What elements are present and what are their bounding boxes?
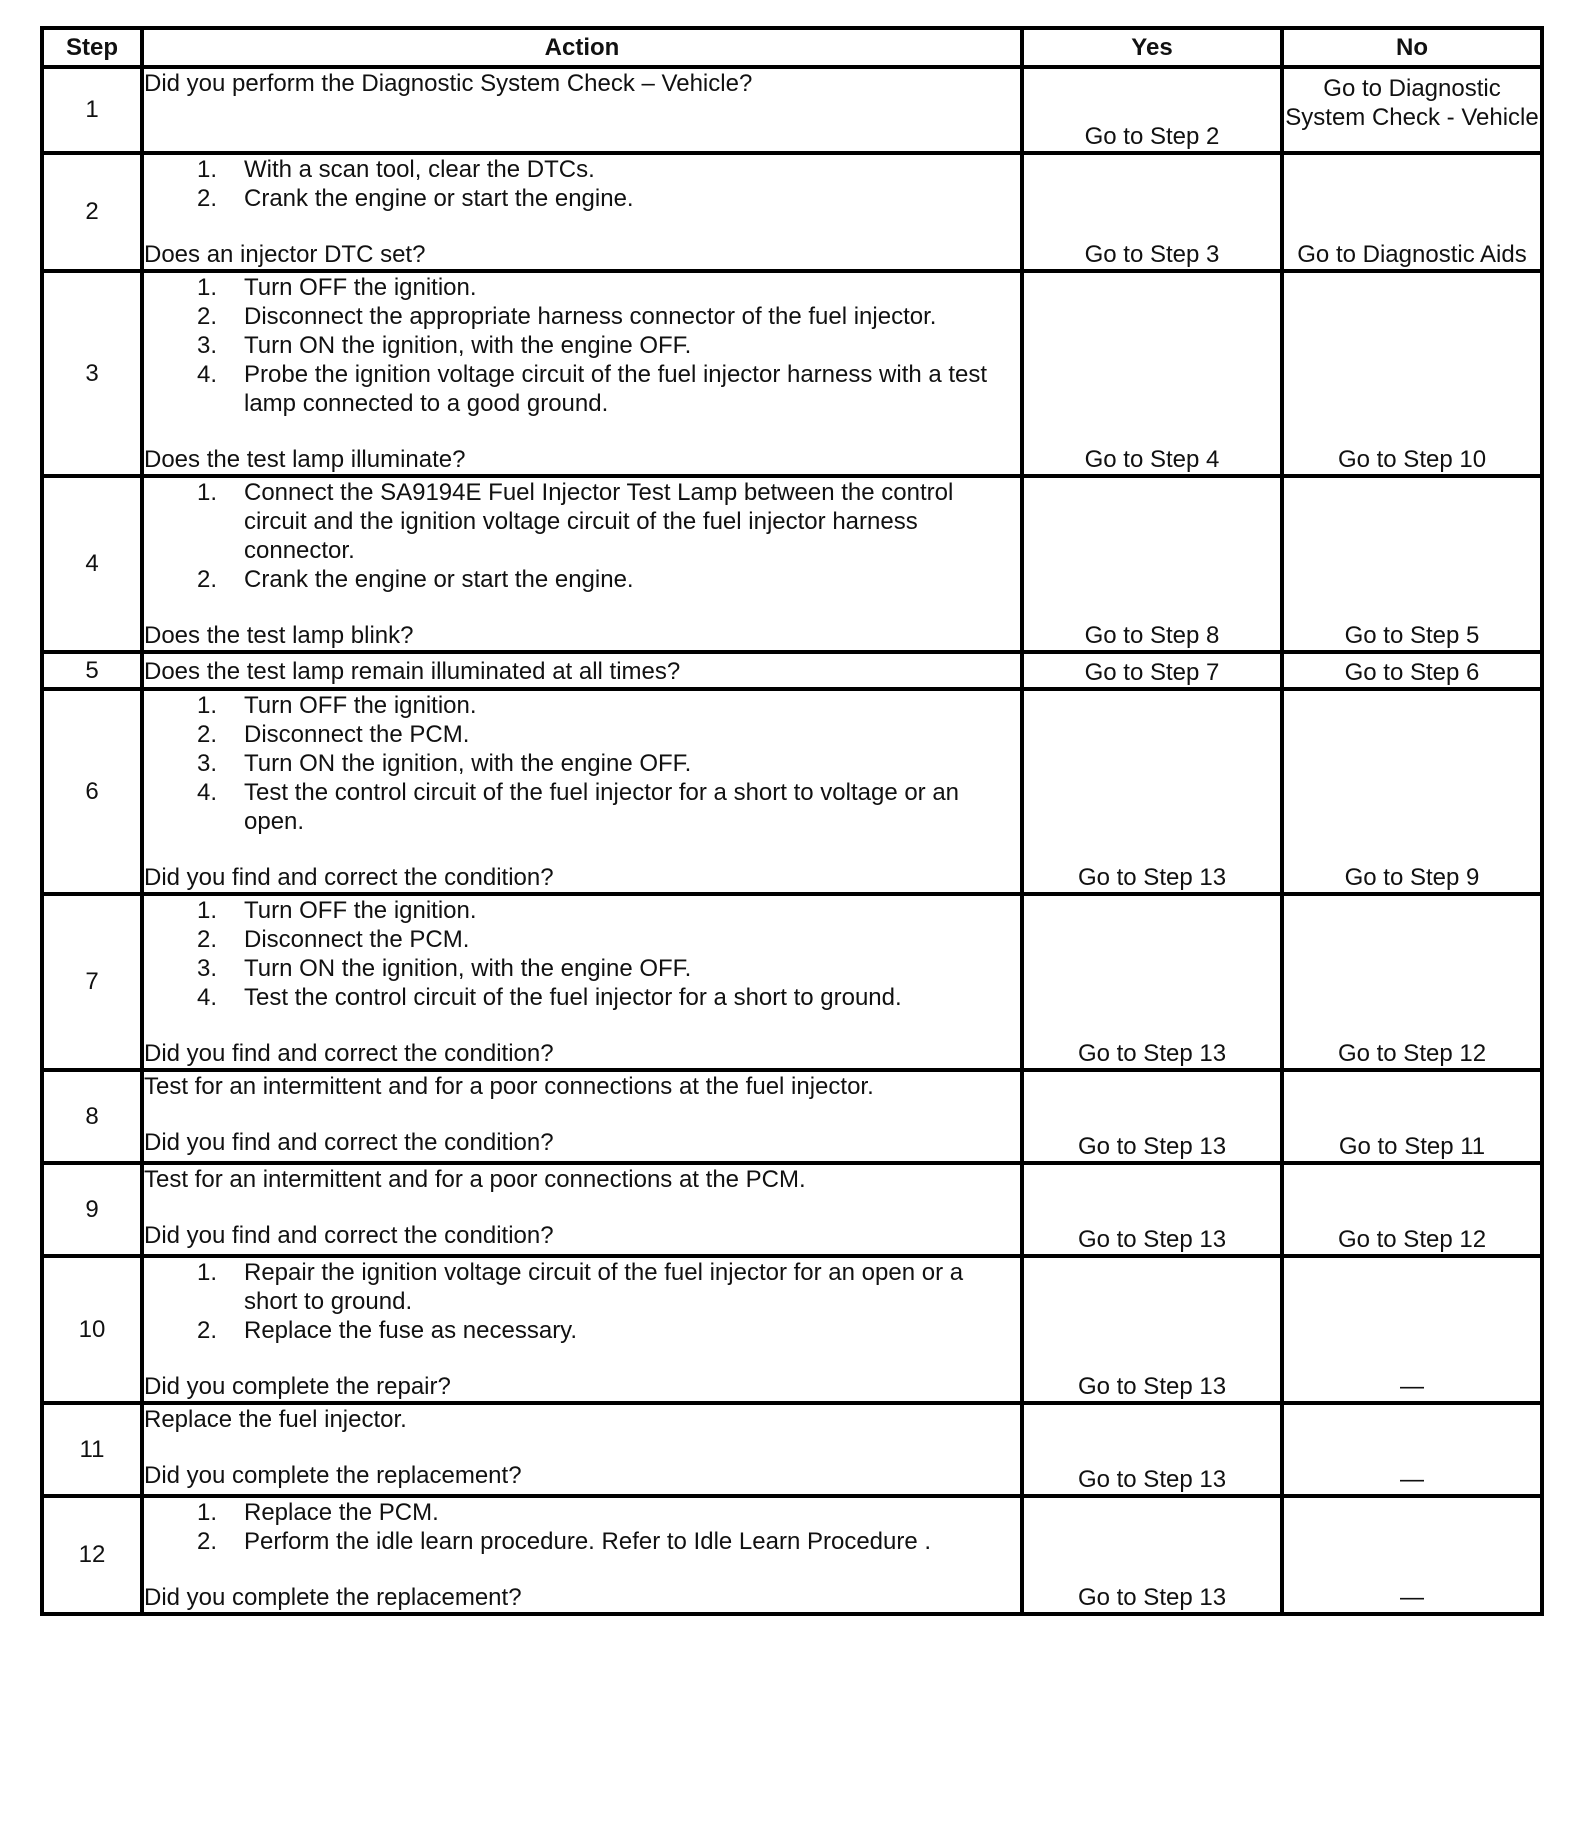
table-header-row (42, 28, 1542, 67)
action-step-item: 1. With a scan tool, clear the DTCs. (196, 156, 595, 183)
action-step-item: 1. Turn OFF the ignition. (196, 274, 477, 301)
action-question: Does the test lamp blink? (144, 622, 414, 649)
step-number: 8 (42, 1070, 142, 1163)
action-step-item: 1. Replace the PCM. (196, 1499, 439, 1526)
yes-cell: Go to Step 13 (1022, 1403, 1282, 1496)
action-step-item: 4. Probe the ignition voltage circuit of the fuel injector harness with a test lamp connected to a good ground. (196, 361, 988, 417)
no-cell: Go to Step 10 (1282, 271, 1542, 476)
table-row (42, 271, 1542, 476)
diagnostic-table (40, 26, 1544, 1616)
action-cell (142, 153, 1022, 271)
step-number: 10 (42, 1256, 142, 1403)
action-step-item: 1. Repair the ignition voltage circuit of the fuel injector for an open or a short to ground. (196, 1259, 964, 1315)
table-row (42, 153, 1542, 271)
yes-cell: Go to Step 13 (1022, 689, 1282, 894)
action-cell (142, 1403, 1022, 1496)
action-steps (144, 896, 1020, 1012)
action-question: Does the test lamp illuminate? (144, 446, 466, 473)
no-cell: — (1282, 1403, 1542, 1496)
action-step-item: 2. Perform the idle learn procedure. Refer to Idle Learn Procedure . (196, 1528, 932, 1555)
header-yes: Yes (1022, 28, 1282, 67)
yes-cell: Go to Step 3 (1022, 153, 1282, 271)
action-question: Did you find and correct the condition? (144, 1129, 554, 1156)
action-step-item: 2. Disconnect the PCM. (196, 926, 470, 953)
no-cell: Go to Step 12 (1282, 1163, 1542, 1256)
action-question: Did you complete the replacement? (144, 1462, 522, 1489)
table-row (42, 1403, 1542, 1496)
yes-cell: Go to Step 13 (1022, 1070, 1282, 1163)
action-step-item: 1. Turn OFF the ignition. (196, 897, 477, 924)
action-cell (142, 271, 1022, 476)
action-step-item: 1. Connect the SA9194E Fuel Injector Test Lamp between the control circuit and the ignition voltage circuit of the fuel injector harness connector. (196, 479, 954, 564)
action-step-item: 2. Disconnect the appropriate harness connector of the fuel injector. (196, 303, 937, 330)
action-steps (144, 478, 1020, 594)
table-row (42, 894, 1542, 1070)
action-question: Did you find and correct the condition? (144, 1040, 554, 1067)
step-number: 7 (42, 894, 142, 1070)
yes-cell: Go to Step 7 (1022, 652, 1282, 689)
action-step-item: 2. Disconnect the PCM. (196, 721, 470, 748)
action-cell (142, 1070, 1022, 1163)
action-steps (144, 691, 1020, 836)
action-question: Does an injector DTC set? (144, 241, 426, 268)
table-row (42, 1496, 1542, 1614)
no-cell: — (1282, 1256, 1542, 1403)
action-step-item: 3. Turn ON the ignition, with the engine OFF. (196, 955, 692, 982)
table-row (42, 1163, 1542, 1256)
step-number: 12 (42, 1496, 142, 1614)
no-cell: Go to Step 12 (1282, 894, 1542, 1070)
action-cell (142, 652, 1022, 689)
yes-cell: Go to Step 13 (1022, 1163, 1282, 1256)
table-row (42, 689, 1542, 894)
yes-cell: Go to Step 2 (1022, 67, 1282, 153)
action-cell (142, 1496, 1022, 1614)
action-steps (144, 1498, 1020, 1556)
no-cell: — (1282, 1496, 1542, 1614)
step-number: 5 (42, 652, 142, 689)
step-number: 9 (42, 1163, 142, 1256)
step-number: 3 (42, 271, 142, 476)
action-step-item: 2. Replace the fuse as necessary. (196, 1317, 578, 1344)
action-step-item: 4. Test the control circuit of the fuel injector for a short to voltage or an open. (196, 779, 960, 835)
action-cell (142, 1256, 1022, 1403)
table-row (42, 1070, 1542, 1163)
no-cell: Go to Diagnostic System Check - Vehicle (1282, 67, 1542, 153)
action-steps (144, 1258, 1020, 1345)
step-number: 1 (42, 67, 142, 153)
yes-cell: Go to Step 13 (1022, 1256, 1282, 1403)
action-question: Did you complete the repair? (144, 1373, 451, 1400)
table-row (42, 652, 1542, 689)
action-step-item: 3. Turn ON the ignition, with the engine OFF. (196, 750, 692, 777)
no-cell: Go to Diagnostic Aids (1282, 153, 1542, 271)
action-cell (142, 67, 1022, 153)
action-step-item: 2. Crank the engine or start the engine. (196, 185, 634, 212)
action-intro: Does the test lamp remain illuminated at all times? (144, 658, 681, 685)
action-intro: Replace the fuel injector. (144, 1406, 407, 1433)
yes-cell: Go to Step 13 (1022, 1496, 1282, 1614)
action-intro: Did you perform the Diagnostic System Check – Vehicle? (144, 70, 753, 97)
action-cell (142, 894, 1022, 1070)
header-no: No (1282, 28, 1542, 67)
action-cell (142, 689, 1022, 894)
no-cell: Go to Step 9 (1282, 689, 1542, 894)
action-question: Did you find and correct the condition? (144, 864, 554, 891)
table-row (42, 67, 1542, 153)
action-steps (144, 273, 1020, 418)
header-action: Action (142, 28, 1022, 67)
action-step-item: 3. Turn ON the ignition, with the engine OFF. (196, 332, 692, 359)
action-step-item: 2. Crank the engine or start the engine. (196, 566, 634, 593)
step-number: 4 (42, 476, 142, 652)
header-step: Step (42, 28, 142, 67)
action-intro: Test for an intermittent and for a poor connections at the PCM. (144, 1166, 806, 1193)
table-row (42, 476, 1542, 652)
no-cell: Go to Step 11 (1282, 1070, 1542, 1163)
action-steps (144, 155, 1020, 213)
yes-cell: Go to Step 4 (1022, 271, 1282, 476)
step-number: 11 (42, 1403, 142, 1496)
yes-cell: Go to Step 8 (1022, 476, 1282, 652)
action-intro: Test for an intermittent and for a poor connections at the fuel injector. (144, 1073, 874, 1100)
action-question: Did you complete the replacement? (144, 1584, 522, 1611)
action-question: Did you find and correct the condition? (144, 1222, 554, 1249)
table-row (42, 1256, 1542, 1403)
yes-cell: Go to Step 13 (1022, 894, 1282, 1070)
step-number: 6 (42, 689, 142, 894)
action-step-item: 4. Test the control circuit of the fuel injector for a short to ground. (196, 984, 902, 1011)
action-cell (142, 1163, 1022, 1256)
action-cell (142, 476, 1022, 652)
step-number: 2 (42, 153, 142, 271)
no-cell: Go to Step 6 (1282, 652, 1542, 689)
no-cell: Go to Step 5 (1282, 476, 1542, 652)
action-step-item: 1. Turn OFF the ignition. (196, 692, 477, 719)
